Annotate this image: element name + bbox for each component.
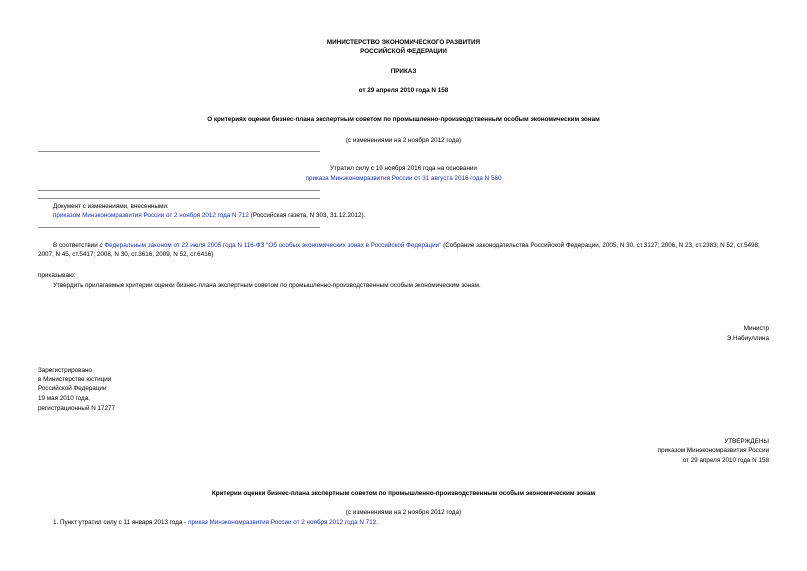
approved-date: от 29 апреля 2010 года N 158 bbox=[682, 457, 769, 464]
registration-line4: 19 мая 2010 года, bbox=[38, 395, 90, 402]
changes-note: (с изменениями на 2 ноября 2012 года) bbox=[345, 137, 462, 144]
ministry-name-line2: РОССИЙСКОЙ ФЕДЕРАЦИИ bbox=[360, 48, 447, 55]
amendments-source: (Российская газета, N 303, 31.12.2012). bbox=[248, 212, 366, 219]
criteria-changes-note: (с изменениями на 2 ноября 2012 года) bbox=[345, 509, 462, 516]
preamble-paragraph bbox=[38, 241, 774, 259]
document-date-number: от 29 апреля 2010 года N 158 bbox=[358, 87, 449, 94]
preamble-source: (Собрание законодательства Российской Федерации, 2005, N 30, ст.3127; 2006, N 23, ст.2383; N 52, ст.5498; 2007, N 45, ст.5417; 2008, N 30, ст.3616; 2009, N 52, ст.6416) bbox=[38, 242, 760, 258]
registration-line5: регистрационный N 17277 bbox=[38, 405, 116, 412]
ministry-name-line1: МИНИСТЕРСТВО ЭКОНОМИЧЕСКОГО РАЗВИТИЯ bbox=[326, 39, 481, 46]
separator-line bbox=[38, 227, 320, 228]
criteria-item-1-link[interactable]: приказ Минэкономразвития России от 2 ноября 2012 года N 712 bbox=[188, 519, 377, 526]
registration-line2: в Министерстве юстиции bbox=[38, 376, 112, 383]
approved-heading: УТВЕРЖДЕНЫ bbox=[724, 438, 769, 445]
order-item: Утвердить прилагаемые критерии оценки бизнес-плана экспертным советом по промышленно-производственным особым экономическим зонам. bbox=[53, 282, 481, 289]
amendments-intro: Документ с изменениями, внесенными: bbox=[53, 203, 169, 210]
federal-law-link[interactable]: Федеральным законом от 22 июля 2005 года N 116-ФЗ "Об особых экономических зонах в Российской Федерации" bbox=[104, 242, 442, 249]
preamble-prefix: В соответствии с bbox=[53, 242, 105, 249]
criteria-title: Критерии оценки бизнес-плана экспертным советом по промышленно-производственным особым экономическим зонам bbox=[211, 490, 596, 497]
order-word: приказываю: bbox=[38, 272, 76, 279]
document-type: ПРИКАЗ bbox=[390, 68, 417, 75]
signature-position: Министр bbox=[743, 325, 769, 332]
separator-line bbox=[38, 198, 320, 199]
amendments-line bbox=[53, 211, 365, 220]
void-notice-link[interactable]: приказа Минэкономразвития России от 31 августа 2016 года N 560 bbox=[305, 175, 502, 182]
void-notice-text: Утратил силу с 19 ноября 2016 года на основании bbox=[330, 165, 477, 172]
registration-line1: Зарегистрировано bbox=[38, 367, 92, 374]
registration-line3: Российской Федерации bbox=[38, 385, 107, 392]
signature-name: Э.Набиуллина bbox=[726, 335, 769, 342]
criteria-item-1-prefix: 1. Пункт утратил силу с 11 января 2013 года - bbox=[53, 519, 189, 526]
document-title: О критериях оценки бизнес-плана экспертным советом по промышленно-производственным особым экономическим зонам bbox=[207, 116, 600, 123]
amendments-link[interactable]: приказом Минэкономразвития России от 2 ноября 2012 года N 712 bbox=[53, 212, 249, 219]
criteria-item-1-suffix: . bbox=[376, 519, 378, 526]
approved-order: приказом Минэкономразвития России bbox=[657, 447, 769, 454]
criteria-item-1 bbox=[53, 518, 378, 527]
separator-line bbox=[38, 190, 320, 191]
separator-line bbox=[38, 151, 320, 152]
